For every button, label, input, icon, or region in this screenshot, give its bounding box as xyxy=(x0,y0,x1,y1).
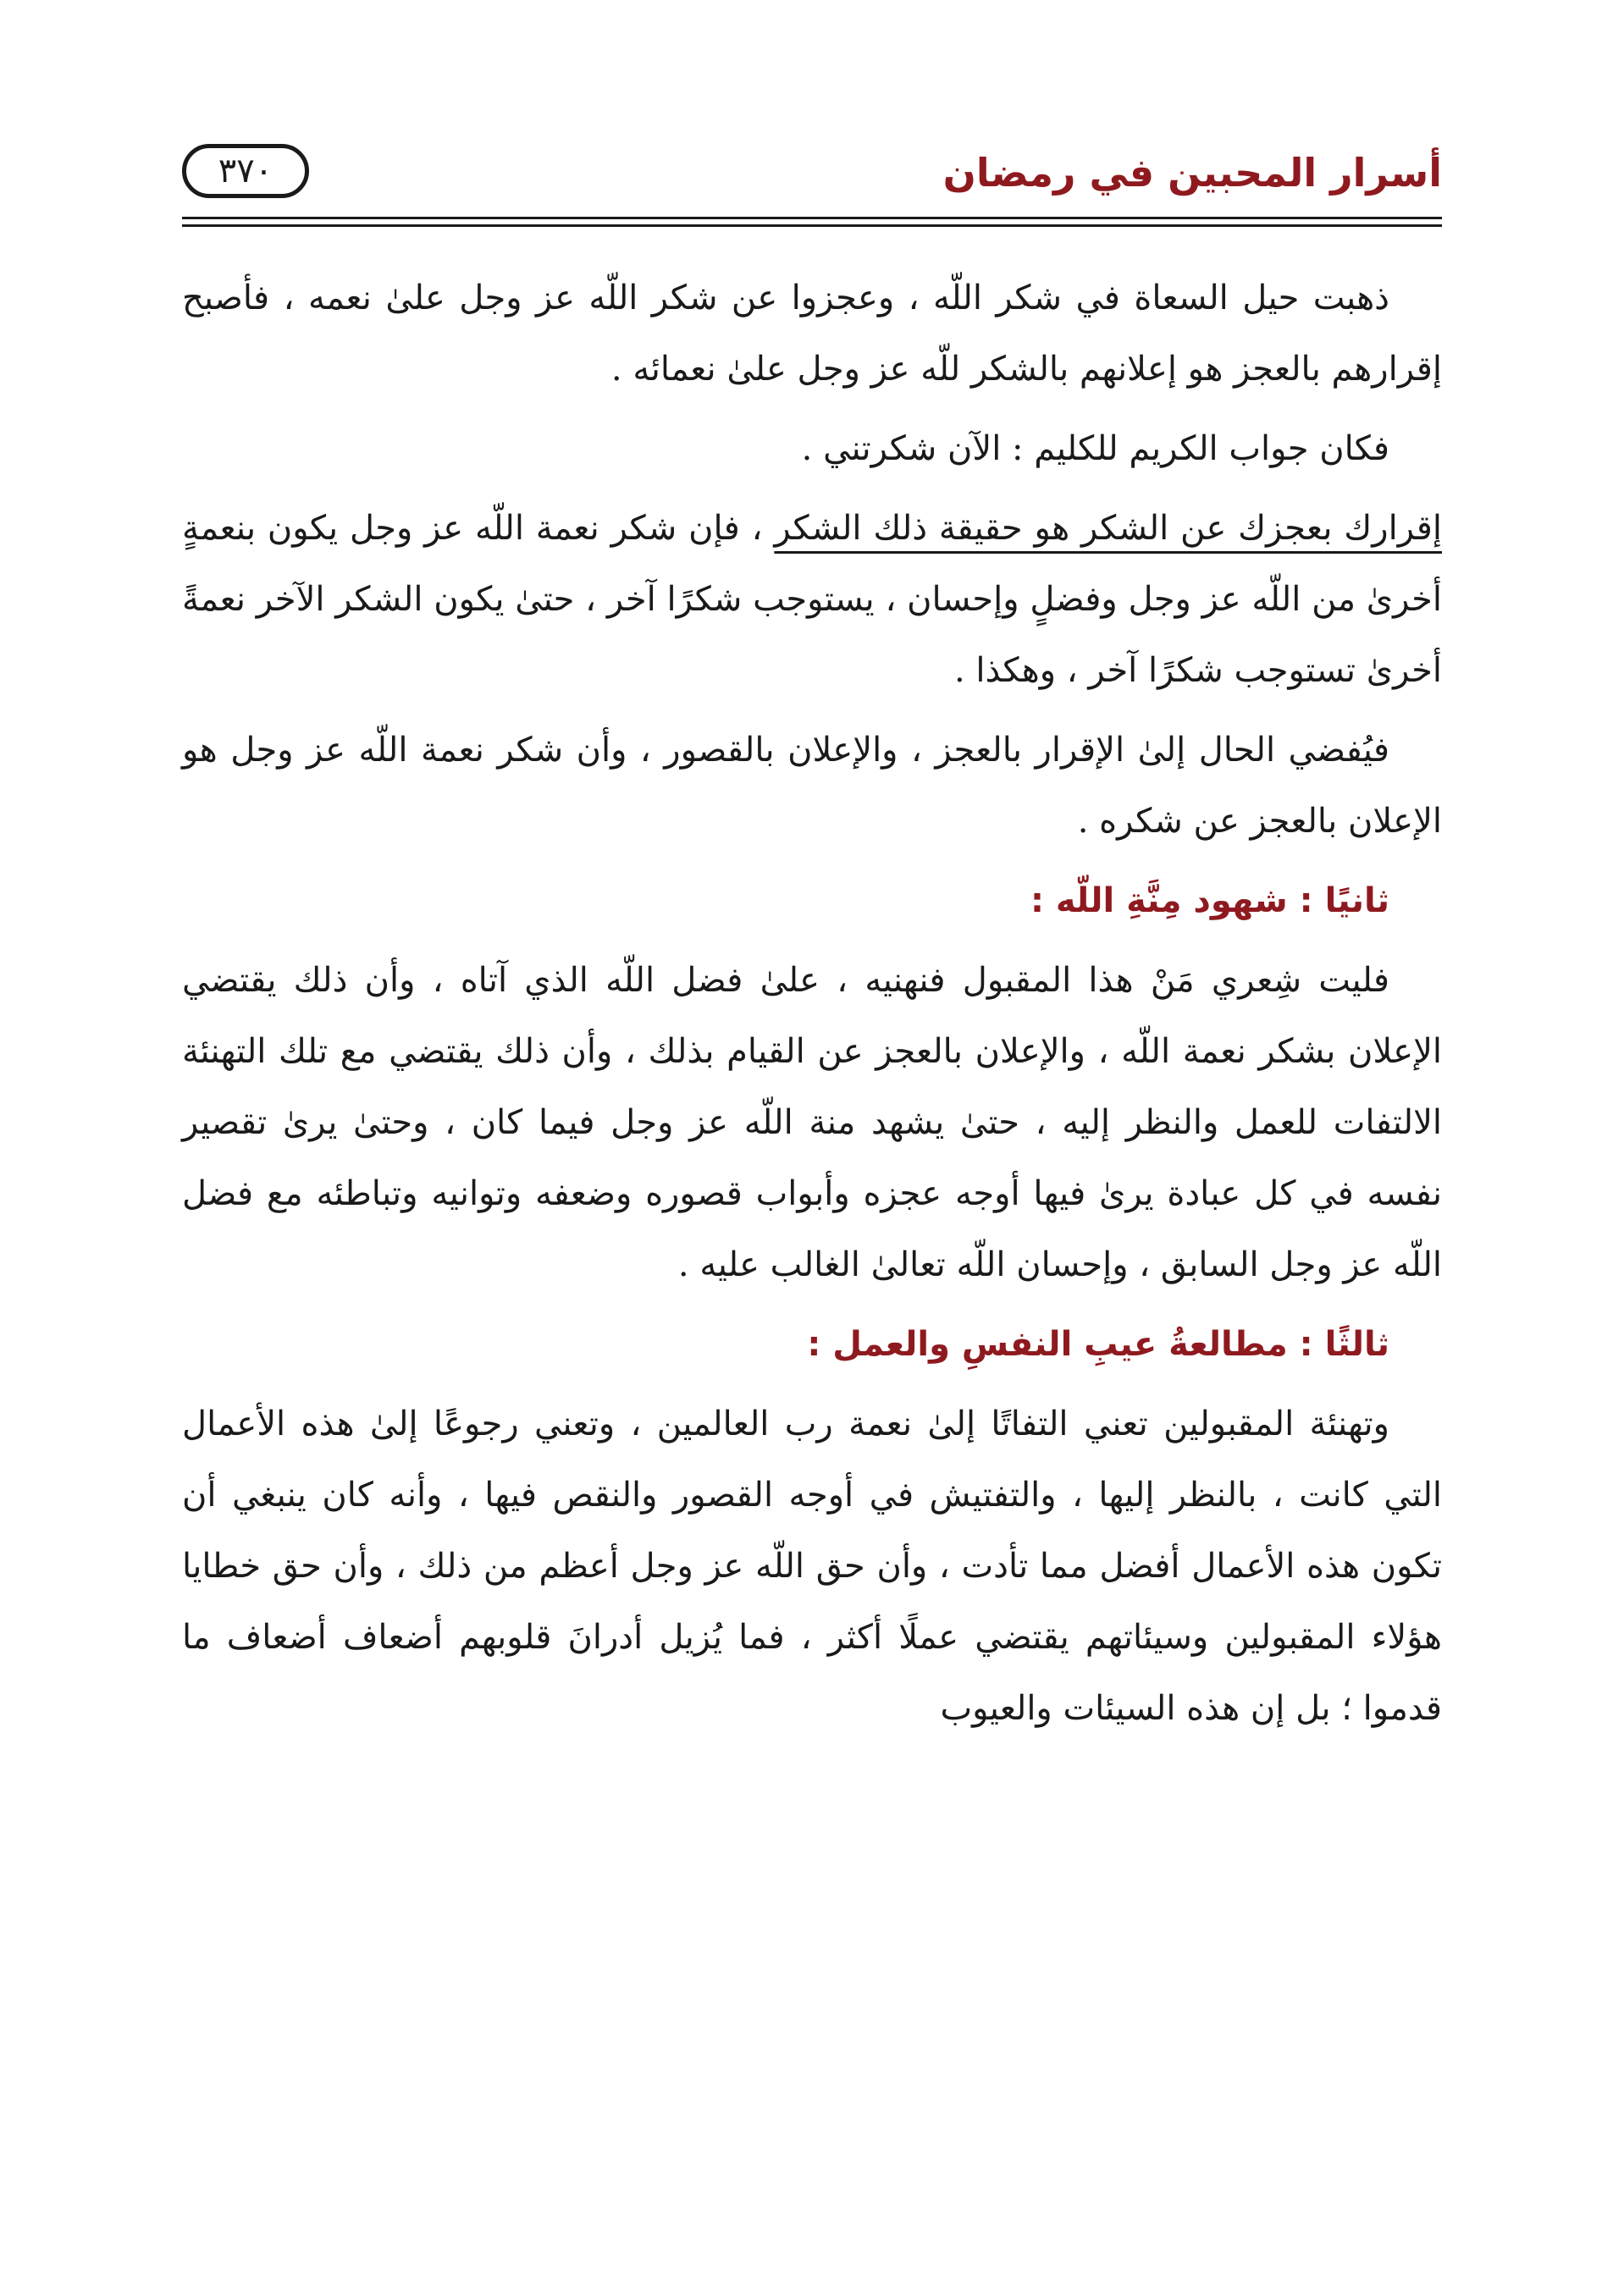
section-heading-third: ثالثًا : مطالعةُ عيبِ النفسِ والعمل : xyxy=(807,1325,1389,1364)
paragraph-4: فيُفضي الحال إلىٰ الإقرار بالعجز ، والإعلان بالقصور ، وأن شكر نعمة اللّه عز وجل هو الإعلان بالعجز عن شكره . xyxy=(182,731,1442,841)
paragraph-2: فكان جواب الكريم للكليم : الآن شكرتني . xyxy=(801,429,1389,468)
paragraph-5: فليت شِعري مَنْ هذا المقبول فنهنيه ، علىٰ فضل اللّه الذي آتاه ، وأن ذلك يقتضي الإعلان بشكر نعمة اللّه ، والإعلان بالعجز عن القيام بذلك ، وأن ذلك يقتضي مع تلك التهنئة الالتفات للعمل والنظر إليه ، حتىٰ يشهد منة اللّه عز وجل فيما كان ، وحتىٰ يرىٰ تقصير نفسه في كل عبادة يرىٰ فيها أوجه عجزه وأبواب قصوره وضعفه وتوانيه وتباطئه مع فضل اللّه عز وجل السابق ، وإحسان اللّه تعالىٰ الغالب عليه . xyxy=(182,961,1442,1284)
paragraph-3-rest: ، فإن شكر نعمة اللّه عز وجل يكون بنعمةٍ أخرىٰ من اللّه عز وجل وفضلٍ وإحسان ، يستوجب شكرًا آخر ، حتىٰ يكون الشكر الآخر نعمةً أخرىٰ تستوجب شكرًا آخر ، وهكذا . xyxy=(182,509,1442,690)
paragraph-6: وتهنئة المقبولين تعني التفاتًا إلىٰ نعمة رب العالمين ، وتعني رجوعًا إلىٰ هذه الأعمال التي كانت ، بالنظر إليها ، والتفتيش في أوجه القصور والنقص فيها ، وأنه كان ينبغي أن تكون هذه الأعمال أفضل مما تأدت ، وأن حق اللّه عز وجل أعظم من ذلك ، وأن حق خطايا هؤلاء المقبولين وسيئاتهم يقتضي عملًا أكثر ، فما يُزيل أدرانَ قلوبهم أضعاف أضعاف ما قدموا ؛ بل إن هذه السيئات والعيوب xyxy=(182,1405,1442,1728)
book-title: أسرار المحبين في رمضان xyxy=(942,150,1442,196)
page-number: ٣٧٠ xyxy=(182,144,309,198)
paragraph-3 xyxy=(182,493,1442,706)
page-body xyxy=(182,262,1442,1752)
page-header xyxy=(182,144,1442,203)
paragraph-1: ذهبت حيل السعاة في شكر اللّه ، وعجزوا عن شكر اللّه عز وجل علىٰ نعمه ، فأصبح إقرارهم بالعجز هو إعلانهم بالشكر للّه عز وجل علىٰ نعمائه . xyxy=(182,279,1442,389)
section-heading-second: ثانيًا : شهود مِنَّةِ اللّه : xyxy=(1030,881,1389,920)
underlined-phrase: إقرارك بعجزك عن الشكر هو حقيقة ذلك الشكر xyxy=(774,509,1443,548)
header-double-rule xyxy=(182,217,1442,227)
